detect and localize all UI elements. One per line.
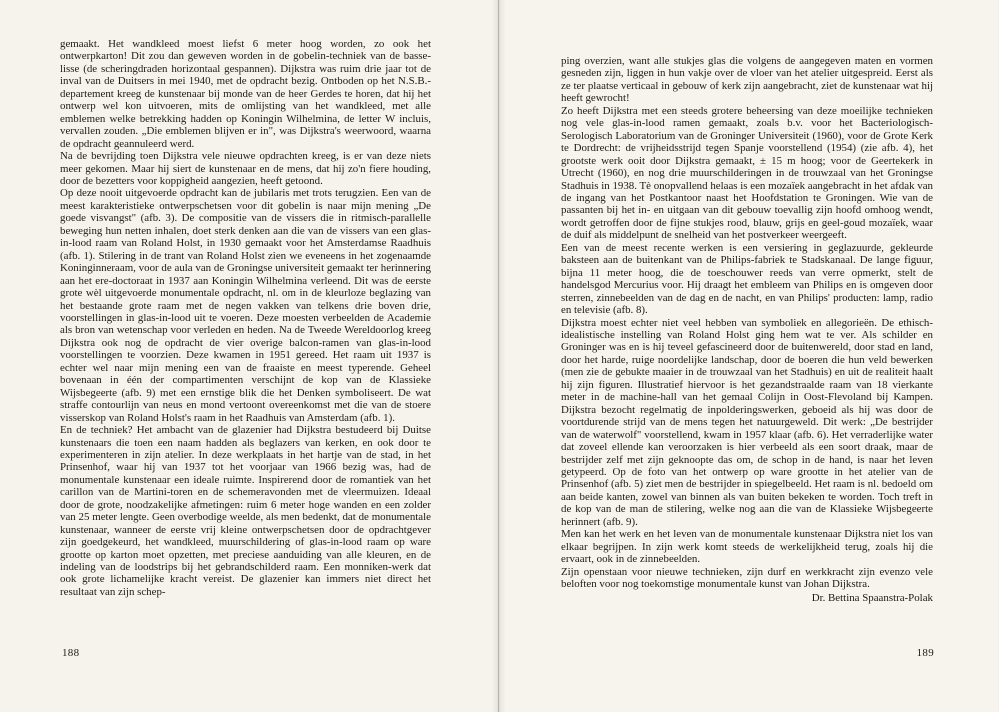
left-page: [0, 0, 499, 712]
author-signature: Dr. Bettina Spaanstra-Polak: [811, 592, 933, 605]
paragraph: Men kan het werk en het leven van de monumentale kunstenaar Dijkstra niet los van elkaar begrijpen. In zijn werk komt steeds de werkelijkheid terug, zoals hij die ervaart, ook in de zinnebeelden.: [561, 528, 933, 566]
paragraph: En de techniek? Het ambacht van de glazenier had Dijkstra bestudeerd bij Duitse kunstenaars die toen een naam hadden als beglazers van kerken, en ook door te experimenteren in zijn atelier. In deze werkplaats in het hartje van de stad, in het Prinsenhof, waar hij van 1937 tot het voorjaar van 1966 bezig was, had de monumentale kunstenaar een ideale ruimte. Inspirerend door de romantiek van het carillon van de Martini-toren en de schemeravonden met de vleermuizen. Ideaal door de grote, noodzakelijke afmetingen: ruim 6 meter hoge wanden en een zolder van 25 meter lengte. Geen overbodige weelde, als men bedenkt, dat de monumentale kunstenaar, wanneer de eerste vrij kleine ontwerpschetsen door de opdrachtgever zijn goedgekeurd, het wandkleed, muurschildering of glas-in-lood raam op ware grootte op karton moet opzetten, met preciese aanduiding van alle kleuren, en de indeling van de loodstrips bij het gebrandschilderd raam. Een monniken-werk dat ook grote lichamelijke kracht vereist. De glazenier kan immers niet direct het resultaat van zijn schep-: [60, 424, 431, 598]
page-number: 188: [62, 647, 80, 659]
paragraph: ping overzien, want alle stukjes glas die volgens de aangegeven maten en vormen gesneden zijn, liggen in hun vakje over de vloer van het atelier uitgespreid. Eerst als ze ter plaatse verticaal in gebouw of kerk zijn aangebracht, ziet de kunstenaar wat hij heeft gewrocht!: [561, 55, 933, 105]
paragraph: Na de bevrijding toen Dijkstra vele nieuwe opdrachten kreeg, is er van deze niets meer gekomen. Maar hij siert de kunstenaar en de mens, dat hij zo'n fiere houding, door de bezetters voor koppigheid aangezien, heeft getoond.: [60, 150, 431, 187]
left-text-column: [60, 38, 431, 598]
page-number: 189: [916, 647, 934, 659]
paragraph: gemaakt. Het wandkleed moest liefst 6 meter hoog worden, zo ook het ontwerpkarton! Dit zou dan geweven worden in de gobelin-techniek van de basse-lisse (de scheringdraden horizontaal gespannen). Dijkstra was ruim drie jaar tot de inval van de Duitsers in mei 1940, met de opdracht bezig. Ontboden op het N.S.B.-departement kreeg de kunstenaar bij monde van de heer Gerdes te horen, dat hij het ontwerp wel kon uitvoeren, mits de omlijsting van het wandkleed, met alle emblemen welke betrekking hadden op Koningin Wilhelmina, de letter W incluis, vervallen zouden. „Die emblemen blijven er in", was Dijkstra's weerwoord, waarna de opdracht geannuleerd werd.: [60, 38, 431, 150]
paragraph: Zo heeft Dijkstra met een steeds grotere beheersing van deze moeilijke technieken nog vele glas-in-lood ramen gemaakt, zoals b.v. voor het Bacteriologisch-Serologisch Laboratorium van de Groninger Universiteit (1960), voor de Grote Kerk te Dordrecht: de vrijheidsstrijd tegen Spanje voorstellend (1954) (zie afb. 4), het grootste werk ooit door Dijkstra gemaakt, ± 15 m hoog; voor de Geertekerk in Utrecht (1960), en nog drie muurschilderingen in de trouwzaal van het Groningse Stadhuis in 1938. Tè onopvallend helaas is een mozaïek aangebracht in het afdak van de ingang van het Postkantoor naast het Hoofdstation te Groningen. Wie van de passanten bij het in- en uitgaan van dit gebouw toevallig zijn hoofd omhoog wendt, wordt getroffen door de fijne stukjes rood, blauw, grijs en geel-goud mozaïek, waar de duif als middelpunt de snelheid van het postverkeer weergeeft.: [561, 104, 933, 242]
paragraph: Dijkstra moest echter niet veel hebben van symboliek en allegorieën. De ethisch-idealistische instelling van Roland Holst ging hem wat te ver. Als schilder en Groninger was en is hij teveel gefascineerd door de buitenwereld, door stad en land, door het harde, ruige noordelijke landschap, door de boeren die hun veld bewerken (men zie de gebukte maaier in de trouwzaal van het Stadhuis) en uit de realiteit haalt hij zijn figuren. Illustratief hiervoor is het gezandstraalde raam van 18 vierkante meter in de machine-hall van het gemaal Colijn in Oost-Flevoland bij Kampen. Dijkstra bezocht regelmatig de inpolderingswerken, geboeid als hij was door de voortdurende strijd van de mens tegen het natuurgeweld. Dit werk: „De bestrijder van de waterwolf" voorstellend, kwam in 1957 klaar (afb. 6). Het verraderlijke water dat zoveel ellende kan veroorzaken is hier verbeeld als een soort draak, maar de bestrijder zelf met zijn geknoopte das om, de schop in de hand, is naar het leven getypeerd. Op de foto van het ontwerp op ware grootte in het atelier van de Prinsenhof (afb. 5) ziet men de bestrijder in spiegelbeeld. Het raam is nl. bedoeld om aan beide kanten, zowel van binnen als van buiten bekeken te worden. Toch treft in de kop van de man de stilering, welke nog aan die van de Klassieke Wijsbegeerte herinnert (afb. 9).: [561, 316, 933, 528]
paragraph: Een van de meest recente werken is een versiering in geglazuurde, gekleurde baksteen aan de buitenkant van de Philips-fabriek te Stadskanaal. De lange figuur, bijna 11 meter hoog, die de toeschouwer reeds van verre opmerkt, stelt de handelsgod Mercurius voor. Hij draagt het embleem van Philips en is omgeven door sterren, zinnebeelden van de dag en de nacht, en van Philips' producten: lamp, radio en televisie (afb. 8).: [561, 241, 933, 317]
right-page: [499, 0, 998, 712]
right-text-column: [561, 55, 933, 605]
paragraph: Zijn openstaan voor nieuwe technieken, zijn durf en werkkracht zijn evenzo vele beloften voor nog toekomstige monumentale kunst van Johan Dijkstra.: [561, 565, 933, 591]
paragraph: Op deze nooit uitgevoerde opdracht kan de jubilaris met trots terugzien. Een van de meest karakteristieke ontwerpschetsen voor dit gobelin is naar mijn mening „De goede visvangst" (afb. 3). De compositie van de vissers die in ritmisch-parallelle beweging hun netten inhalen, doet sterk denken aan die van de vissers van een glas-in-lood raam van Roland Holst, in 1930 gemaakt voor het Amsterdamse Raadhuis (afb. 1). Stilering in de trant van Roland Holst zien we eveneens in het zogenaamde Koninginneraam, voor de aula van de Groningse universiteit gemaakt ter herinnering aan het ere-doctoraat in 1937 aan Koningin Wilhelmina verleend. Dit was de eerste grote wèl uitgevoerde monumentale opdracht, nl. om in de kleurloze beglazing van het bestaande grote raam met de negen vakken van telkens drie boven drie, voorstellingen in glas-in-lood uit te voeren. Deze moesten verbeelden de Academie als bron van wetenschap voor verleden en heden. Na de Tweede Wereldoorlog kreeg Dijkstra ook nog de opdracht de vier overige balcon-ramen van glas-in-lood voorstellingen te voorzien. Deze kwamen in 1951 gereed. Het raam uit 1937 is echter wel naar mijn mening een van de fraaiste en meest typerende. Geheel bovenaan in één der compartimenten verschijnt de kop van de Klassieke Wijsbegeerte (afb. 9) met een ernstige blik die het Denken symboliseert. De wat straffe contourlijn van neus en mond vertoont overeenkomst met die van de stoere visserskop van Roland Holst's raam in het Raadhuis van Amsterdam (afb. 1).: [60, 187, 431, 424]
